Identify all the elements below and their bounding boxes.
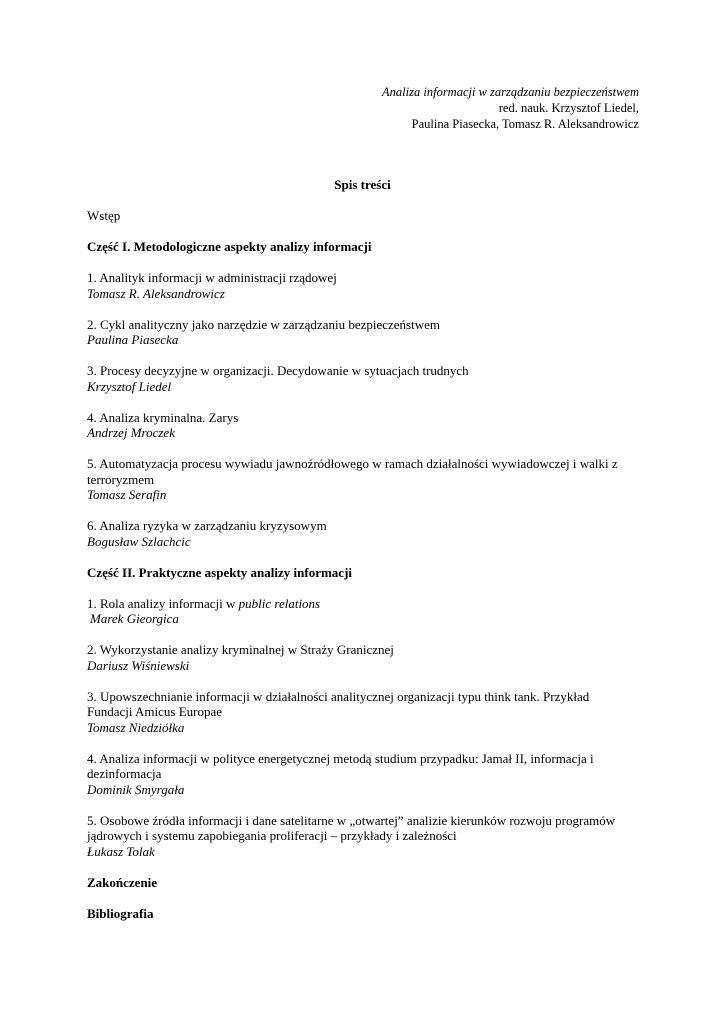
- chapter-title: 6. Analiza ryzyka w zarządzaniu kryzysowym: [87, 518, 327, 533]
- chapter-title: 3. Procesy decyzyjne w organizacji. Decydowanie w sytuacjach trudnych: [87, 363, 469, 378]
- chapter-author: Tomasz Serafin: [87, 487, 167, 502]
- chapter-title-line-1: 5. Automatyzacja procesu wywiadu jawnoźródłowego w ramach działalności wywiadowczej i walki z: [87, 456, 618, 471]
- chapter-title: 1. Analityk informacji w administracji rządowej: [87, 270, 337, 285]
- toc-entry: [87, 317, 642, 348]
- chapter-author: Tomasz R. Aleksandrowicz: [87, 285, 225, 301]
- part-2-title: Część II. Praktyczne aspekty analizy informacji: [87, 564, 353, 580]
- chapter-author: Andrzej Mroczek: [87, 425, 175, 440]
- toc-entry: [87, 642, 642, 673]
- chapter-title: 4. Analiza kryminalna. Zarys: [87, 409, 239, 425]
- chapter-title-line-1: 5. Osobowe źródła informacji i dane satelitarne w „otwartej” analizie kierunków rozwoju programów: [87, 812, 616, 828]
- chapter-author: Dominik Smyrgała: [87, 781, 185, 797]
- chapter-title: [87, 596, 642, 612]
- document-header: [382, 84, 639, 132]
- editors-line-1: red. nauk. Krzysztof Liedel,: [498, 101, 639, 115]
- editors-line-2: Paulina Piasecka, Tomasz R. Aleksandrowicz: [411, 117, 639, 131]
- toc-entry: [87, 363, 642, 394]
- part-1-title: Część I. Metodologiczne aspekty analizy informacji: [87, 239, 372, 254]
- toc-entry: [87, 456, 642, 503]
- toc-entry: [87, 410, 642, 441]
- toc-entry: [87, 518, 642, 549]
- chapter-author: Łukasz Tolak: [87, 843, 155, 859]
- chapter-title-line-1: 4. Analiza informacji w polityce energetycznej metodą studium przypadku: Jamał II, informacja i: [87, 750, 594, 766]
- chapter-author: Tomasz Niedziółka: [87, 719, 185, 735]
- toc-intro: Wstęp: [87, 208, 121, 223]
- chapter-author: Bogusław Szlachcic: [87, 533, 191, 549]
- book-title: Analiza informacji w zarządzaniu bezpieczeństwem: [382, 85, 639, 99]
- toc-entry: [87, 813, 642, 860]
- chapter-title-line-2: jądrowych i systemu zapobiegania proliferacji – przykłady i zależności: [87, 828, 457, 843]
- toc-conclusion: Zakończenie: [87, 874, 158, 890]
- toc-entry: [87, 596, 642, 627]
- chapter-title: 2. Cykl analityczny jako narzędzie w zarządzaniu bezpieczeństwem: [87, 316, 440, 332]
- chapter-author: Krzysztof Liedel: [87, 378, 172, 394]
- toc-title: Spis treści: [334, 177, 391, 192]
- chapter-author: Dariusz Wiśniewski: [87, 657, 190, 673]
- chapter-title-line-2: dezinformacja: [87, 766, 162, 781]
- chapter-title-prefix: 1. Rola analizy informacji w: [87, 595, 239, 611]
- chapter-title-line-1: 3. Upowszechnianie informacji w działalności analitycznej organizacji typu think tank. Przykład: [87, 688, 590, 704]
- chapter-title: 2. Wykorzystanie analizy kryminalnej w Straży Granicznej: [87, 642, 394, 657]
- chapter-title-italic: public relations: [238, 595, 321, 611]
- toc-entry: [87, 270, 642, 301]
- chapter-title-line-2: Fundacji Amicus Europae: [87, 704, 223, 719]
- chapter-author: Paulina Piasecka: [87, 332, 179, 347]
- toc-bibliography: Bibliografia: [87, 905, 154, 921]
- chapter-author: Marek Gieorgica: [90, 611, 179, 626]
- chapter-title-line-2: terroryzmem: [87, 471, 155, 487]
- table-of-contents: [87, 208, 642, 937]
- toc-entry: [87, 689, 642, 736]
- toc-entry: [87, 751, 642, 798]
